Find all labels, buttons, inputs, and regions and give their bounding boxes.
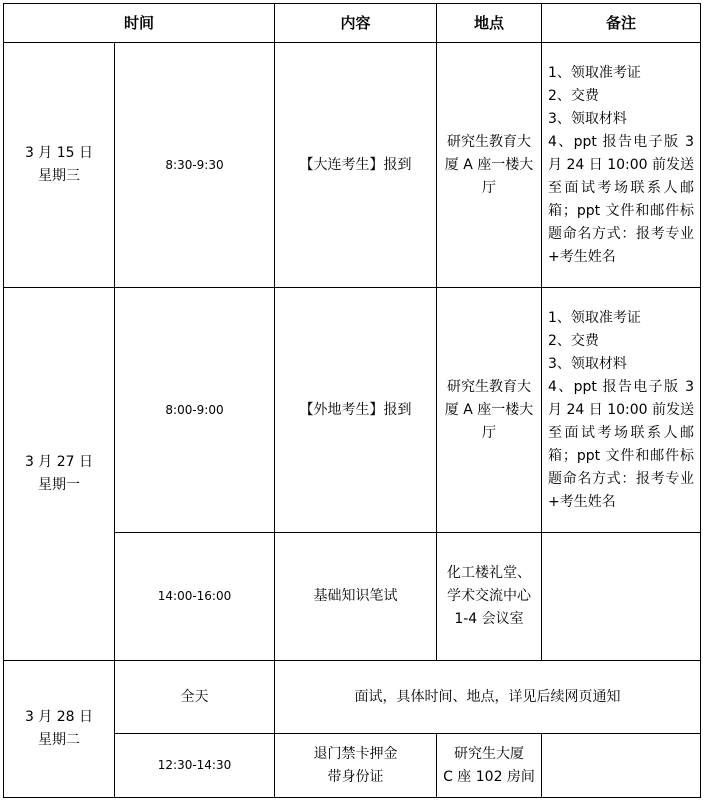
date-cell bbox=[4, 288, 115, 661]
time-cell: 全天 bbox=[115, 661, 275, 734]
header-notes: 备注 bbox=[542, 4, 701, 43]
header-row bbox=[4, 4, 701, 43]
content-line: 退门禁卡押金 bbox=[313, 745, 398, 762]
weekday-label: 星期三 bbox=[38, 168, 80, 184]
notes-cell bbox=[542, 734, 701, 798]
note-item: 2、交费 bbox=[548, 87, 599, 104]
note-item: 2、交费 bbox=[548, 332, 599, 349]
notes-cell bbox=[542, 288, 701, 533]
time-cell: 8:30-9:30 bbox=[115, 43, 275, 288]
location-cell: 研究生教育大厦 A 座一楼大厅 bbox=[437, 43, 542, 288]
content-cell: 【大连考生】报到 bbox=[275, 43, 437, 288]
content-line: 带身份证 bbox=[327, 768, 384, 785]
content-cell: 【外地考生】报到 bbox=[275, 288, 437, 533]
table-row bbox=[4, 661, 701, 734]
location-cell: 研究生教育大厦 A 座一楼大厅 bbox=[437, 288, 542, 533]
weekday-label: 星期二 bbox=[38, 732, 80, 748]
date-cell bbox=[4, 661, 115, 798]
note-item: 3、领取材料 bbox=[548, 110, 627, 127]
date-cell bbox=[4, 43, 115, 288]
time-cell: 12:30-14:30 bbox=[115, 734, 275, 798]
notes-cell bbox=[542, 533, 701, 661]
location-line: 研究生大厦 bbox=[454, 745, 525, 762]
time-cell: 8:00-9:00 bbox=[115, 288, 275, 533]
notes-cell bbox=[542, 43, 701, 288]
weekday-label: 星期一 bbox=[38, 477, 80, 493]
date-label: 3 月 27 日 bbox=[24, 454, 94, 470]
date-label: 3 月 15 日 bbox=[24, 145, 94, 161]
note-item: 3、领取材料 bbox=[548, 355, 627, 372]
note-item: 1、领取准考证 bbox=[548, 64, 641, 81]
time-cell: 14:00-16:00 bbox=[115, 533, 275, 661]
location-cell bbox=[437, 734, 542, 798]
note-item: 4、ppt 报告电子版 3 月 24 日 10:00 前发送至面试考场联系人邮箱；ppt 文件和邮件标题命名方式：报考专业+考生姓名 bbox=[548, 378, 695, 510]
date-label: 3 月 28 日 bbox=[24, 709, 94, 725]
content-cell: 面试，具体时间、地点，详见后续网页通知 bbox=[275, 661, 701, 734]
location-cell: 化工楼礼堂、学术交流中心 1-4 会议室 bbox=[437, 533, 542, 661]
header-content: 内容 bbox=[275, 4, 437, 43]
note-item: 1、领取准考证 bbox=[548, 309, 641, 326]
content-cell: 基础知识笔试 bbox=[275, 533, 437, 661]
note-item: 4、ppt 报告电子版 3 月 24 日 10:00 前发送至面试考场联系人邮箱；ppt 文件和邮件标题命名方式：报考专业+考生姓名 bbox=[548, 133, 695, 265]
header-time: 时间 bbox=[4, 4, 275, 43]
header-location: 地点 bbox=[437, 4, 542, 43]
schedule-table bbox=[3, 3, 701, 798]
content-cell bbox=[275, 734, 437, 798]
table-row bbox=[4, 288, 701, 533]
table-row bbox=[4, 43, 701, 288]
location-line: C 座 102 房间 bbox=[443, 768, 535, 785]
